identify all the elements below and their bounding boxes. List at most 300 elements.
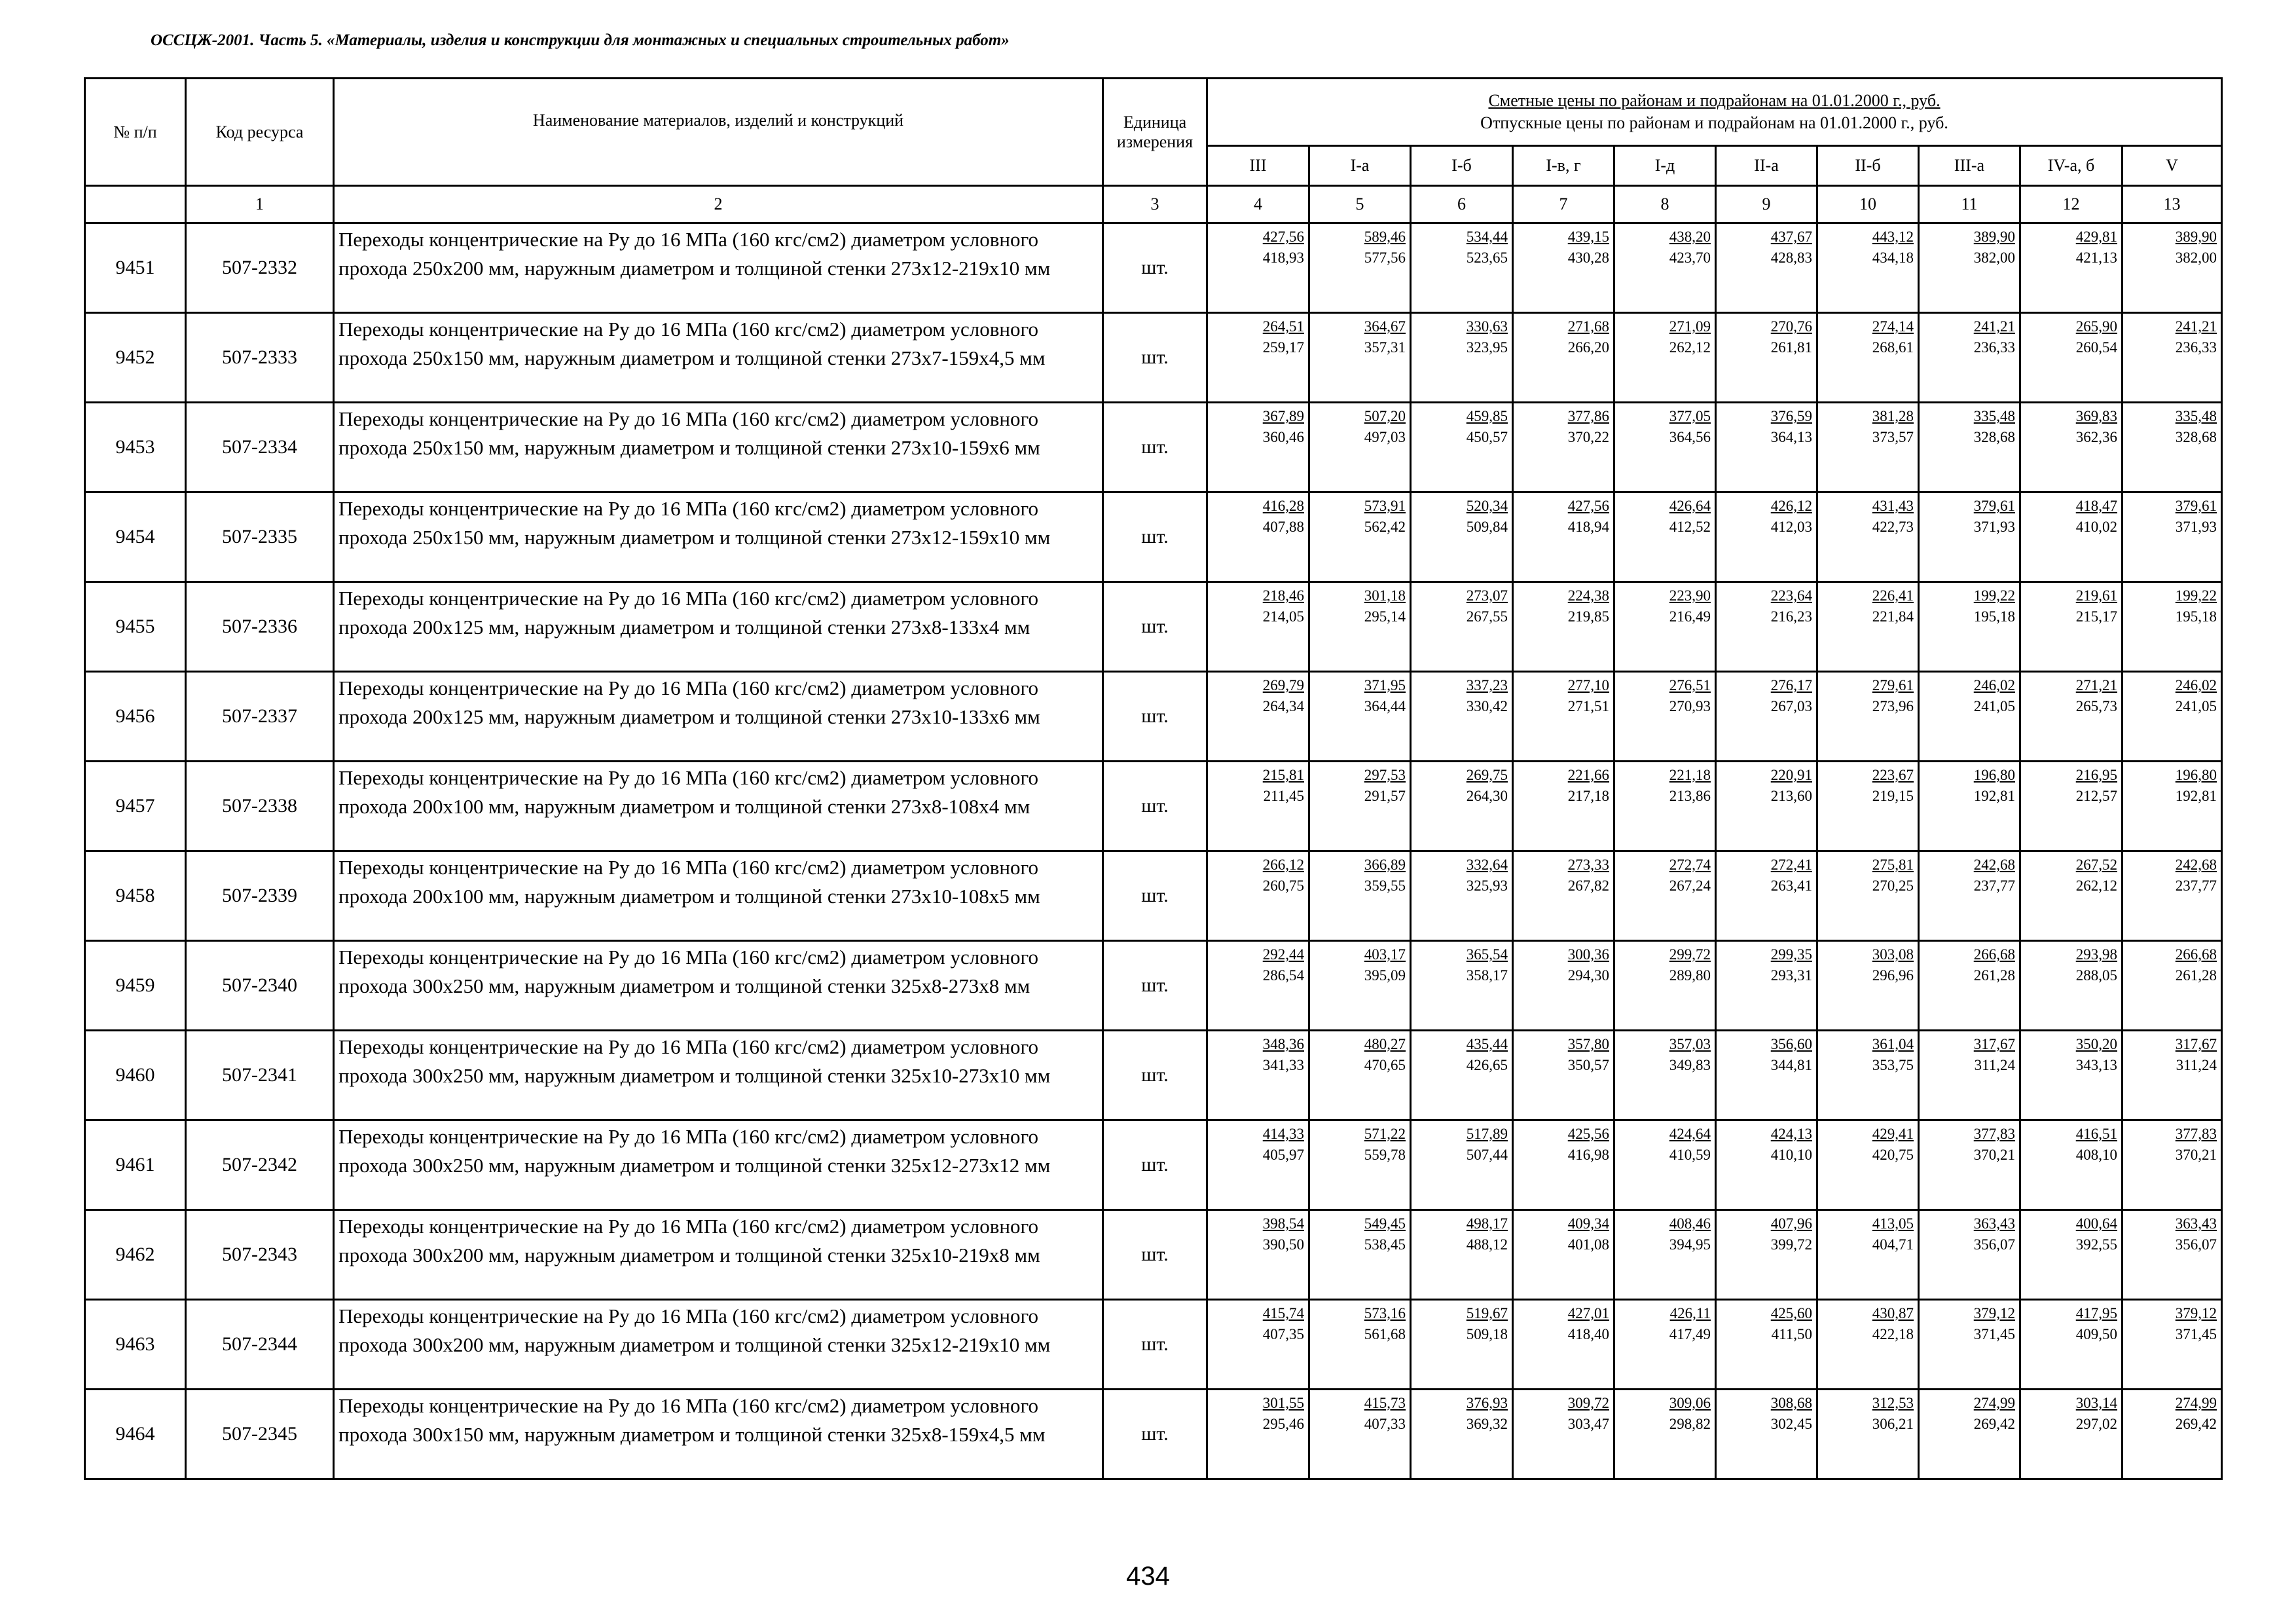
- estimate-price: 246,02: [1973, 677, 2015, 693]
- release-price: 262,12: [1669, 339, 1711, 356]
- price-cell: [1817, 1390, 1919, 1479]
- estimate-price: 215,81: [1262, 767, 1304, 783]
- estimate-price: 431,43: [1872, 498, 1914, 514]
- item-name: Переходы концентрические на Ру до 16 МПа (160 кгс/см2) диаметром условного прохода 200x100 мм, наружным диаметром и толщиной стенки 273x10-108x5 мм: [338, 856, 1040, 908]
- price-cell: [1716, 1031, 1817, 1120]
- price-cell: [1919, 1390, 2020, 1479]
- price-cell: [1614, 1120, 1716, 1210]
- release-price: 288,05: [2075, 967, 2117, 984]
- release-price: 417,49: [1669, 1326, 1711, 1342]
- price-cell: [1411, 941, 1513, 1031]
- row-number: 9457: [85, 762, 186, 851]
- estimate-price: 265,90: [2075, 318, 2117, 335]
- estimate-price: 274,99: [2175, 1395, 2217, 1411]
- estimate-price: 332,64: [1466, 857, 1508, 873]
- release-price: 330,42: [1466, 698, 1508, 714]
- release-price: 370,21: [2175, 1147, 2217, 1163]
- release-price: 219,15: [1872, 788, 1914, 804]
- col-header-name: Наименование материалов, изделий и конструкций: [334, 79, 1103, 186]
- release-price: 236,33: [1973, 339, 2015, 356]
- price-cell: [1716, 403, 1817, 492]
- release-price: 559,78: [1364, 1147, 1406, 1163]
- price-cell: [2020, 1120, 2123, 1210]
- estimate-price: 220,91: [1770, 767, 1812, 783]
- item-name-cell: [334, 762, 1103, 851]
- estimate-price: 376,59: [1770, 408, 1812, 424]
- estimate-price: 337,23: [1466, 677, 1508, 693]
- estimate-price: 357,80: [1567, 1036, 1609, 1052]
- release-price: 260,75: [1262, 877, 1304, 894]
- release-price: 211,45: [1263, 788, 1304, 804]
- estimate-price: 199,22: [1973, 587, 2015, 604]
- release-price: 470,65: [1364, 1057, 1406, 1073]
- price-cell: [1716, 223, 1817, 313]
- estimate-price: 335,48: [1973, 408, 2015, 424]
- price-cell: [1513, 851, 1614, 941]
- price-cell: [1309, 941, 1411, 1031]
- price-cell: [1919, 1120, 2020, 1210]
- estimate-price: 271,68: [1567, 318, 1609, 335]
- price-cell: [1614, 223, 1716, 313]
- estimate-price: 226,41: [1872, 587, 1914, 604]
- price-cell: [1309, 672, 1411, 762]
- price-cell: [1309, 492, 1411, 582]
- release-price: 356,07: [2175, 1236, 2217, 1253]
- price-cell: [1513, 941, 1614, 1031]
- release-price: 212,57: [2075, 788, 2117, 804]
- release-price: 411,50: [1771, 1326, 1812, 1342]
- row-number: 9451: [85, 223, 186, 313]
- release-price: 428,83: [1770, 249, 1812, 266]
- estimate-price: 293,98: [2075, 946, 2117, 963]
- release-price: 269,42: [2175, 1416, 2217, 1432]
- row-number: 9458: [85, 851, 186, 941]
- price-cell: [2020, 1031, 2123, 1120]
- table-row: [85, 1120, 2222, 1210]
- release-price: 270,93: [1669, 698, 1711, 714]
- price-cell: [1614, 492, 1716, 582]
- estimate-price: 426,64: [1669, 498, 1711, 514]
- table-row: [85, 492, 2222, 582]
- release-price: 409,50: [2075, 1326, 2117, 1342]
- item-name: Переходы концентрические на Ру до 16 МПа (160 кгс/см2) диаметром условного прохода 250x200 мм, наружным диаметром и толщиной стенки 273x12-219x10 мм: [338, 228, 1051, 280]
- unit: шт.: [1103, 762, 1207, 851]
- release-price: 362,36: [2075, 429, 2117, 445]
- release-price: 303,47: [1567, 1416, 1609, 1432]
- estimate-price: 242,68: [2175, 857, 2217, 873]
- price-cell: [1207, 851, 1309, 941]
- price-cell: [1309, 1390, 1411, 1479]
- estimate-price: 426,12: [1770, 498, 1812, 514]
- region-header: I-д: [1614, 146, 1716, 186]
- release-price: 221,84: [1872, 608, 1914, 625]
- row-number: 9463: [85, 1300, 186, 1390]
- estimate-price: 398,54: [1262, 1215, 1304, 1232]
- price-cell: [1411, 1031, 1513, 1120]
- estimate-price: 427,01: [1567, 1305, 1609, 1321]
- estimate-price: 199,22: [2175, 587, 2217, 604]
- release-price: 371,93: [2175, 519, 2217, 535]
- price-cell: [1716, 851, 1817, 941]
- unit: шт.: [1103, 941, 1207, 1031]
- region-header: IV-а, б: [2020, 146, 2123, 186]
- price-cell: [2020, 672, 2123, 762]
- release-price: 261,81: [1770, 339, 1812, 356]
- release-price: 216,49: [1669, 608, 1711, 625]
- unit: шт.: [1103, 672, 1207, 762]
- estimate-price: 196,80: [2175, 767, 2217, 783]
- table-row: [85, 403, 2222, 492]
- release-price: 488,12: [1466, 1236, 1508, 1253]
- item-name-cell: [334, 1300, 1103, 1390]
- release-price: 382,00: [2175, 249, 2217, 266]
- price-cell: [1614, 1031, 1716, 1120]
- price-cell: [1513, 1031, 1614, 1120]
- estimate-price: 369,83: [2075, 408, 2117, 424]
- release-price: 328,68: [2175, 429, 2217, 445]
- release-price: 268,61: [1872, 339, 1914, 356]
- release-price: 298,82: [1669, 1416, 1711, 1432]
- release-price: 577,56: [1364, 249, 1406, 266]
- release-price: 394,95: [1669, 1236, 1711, 1253]
- table-row: [85, 582, 2222, 672]
- estimate-price: 308,68: [1770, 1395, 1812, 1411]
- price-cell: [1513, 1300, 1614, 1390]
- resource-code: 507-2339: [186, 851, 334, 941]
- estimate-price: 317,67: [2175, 1036, 2217, 1052]
- estimate-price: 407,96: [1770, 1215, 1812, 1232]
- price-cell: [2020, 1210, 2123, 1300]
- estimate-price: 415,74: [1262, 1305, 1304, 1321]
- release-price: 273,96: [1872, 698, 1914, 714]
- estimate-price: 279,61: [1872, 677, 1914, 693]
- release-price: 264,30: [1466, 788, 1508, 804]
- unit: шт.: [1103, 1210, 1207, 1300]
- price-cell: [1919, 492, 2020, 582]
- estimate-price: 312,53: [1872, 1395, 1914, 1411]
- estimate-price: 416,51: [2075, 1126, 2117, 1142]
- column-number: 9: [1716, 186, 1817, 223]
- table-row: [85, 313, 2222, 403]
- estimate-price: 348,36: [1262, 1036, 1304, 1052]
- price-cell: [1716, 1300, 1817, 1390]
- item-name-cell: [334, 1390, 1103, 1479]
- price-cell: [1919, 1300, 2020, 1390]
- item-name-cell: [334, 1120, 1103, 1210]
- price-cell: [1207, 313, 1309, 403]
- price-cell: [1716, 1210, 1817, 1300]
- estimate-price: 299,35: [1770, 946, 1812, 963]
- release-price: 364,44: [1364, 698, 1406, 714]
- release-price: 294,30: [1567, 967, 1609, 984]
- price-cell: [2020, 851, 2123, 941]
- estimate-price: 274,99: [1973, 1395, 2015, 1411]
- estimate-price: 549,45: [1364, 1215, 1406, 1232]
- region-header: III: [1207, 146, 1309, 186]
- estimate-price: 272,74: [1669, 857, 1711, 873]
- estimate-price: 196,80: [1973, 767, 2015, 783]
- price-cell: [2123, 1120, 2222, 1210]
- estimate-price: 377,05: [1669, 408, 1711, 424]
- price-cell: [1817, 762, 1919, 851]
- resource-code: 507-2337: [186, 672, 334, 762]
- price-cell: [2020, 1390, 2123, 1479]
- item-name-cell: [334, 1031, 1103, 1120]
- price-cell: [1716, 762, 1817, 851]
- price-cell: [1817, 492, 1919, 582]
- price-cell: [1817, 1210, 1919, 1300]
- estimate-price: 273,07: [1466, 587, 1508, 604]
- estimate-price: 292,44: [1262, 946, 1304, 963]
- unit: шт.: [1103, 582, 1207, 672]
- row-number: 9461: [85, 1120, 186, 1210]
- release-price: 371,93: [1973, 519, 2015, 535]
- column-number: 8: [1614, 186, 1716, 223]
- estimate-price: 389,90: [2175, 229, 2217, 245]
- row-number: 9453: [85, 403, 186, 492]
- release-price: 420,75: [1872, 1147, 1914, 1163]
- release-price: 265,73: [2075, 698, 2117, 714]
- resource-code: 507-2344: [186, 1300, 334, 1390]
- estimate-price: 309,72: [1567, 1395, 1609, 1411]
- price-cell: [1919, 672, 2020, 762]
- estimate-price: 242,68: [1973, 857, 2015, 873]
- price-cell: [1207, 582, 1309, 672]
- estimate-price: 589,46: [1364, 229, 1406, 245]
- release-price: 410,02: [2075, 519, 2117, 535]
- release-price: 192,81: [1973, 788, 2015, 804]
- release-price: 370,21: [1973, 1147, 2015, 1163]
- estimate-price: 418,47: [2075, 498, 2117, 514]
- release-price: 195,18: [1973, 608, 2015, 625]
- release-price: 407,33: [1364, 1416, 1406, 1432]
- table-row: [85, 1300, 2222, 1390]
- row-number: 9456: [85, 672, 186, 762]
- column-number: 7: [1513, 186, 1614, 223]
- item-name-cell: [334, 851, 1103, 941]
- price-cell: [2123, 672, 2222, 762]
- estimate-price: 534,44: [1466, 229, 1508, 245]
- release-price: 216,23: [1770, 608, 1812, 625]
- region-header: V: [2123, 146, 2222, 186]
- estimate-price: 417,95: [2075, 1305, 2117, 1321]
- region-header: I-б: [1411, 146, 1513, 186]
- release-price: 286,54: [1262, 967, 1304, 984]
- estimate-price: 377,83: [2175, 1126, 2217, 1142]
- price-cell: [1207, 403, 1309, 492]
- row-number: 9460: [85, 1031, 186, 1120]
- release-price: 418,94: [1567, 519, 1609, 535]
- release-price: 236,33: [2175, 339, 2217, 356]
- price-cell: [1513, 1390, 1614, 1479]
- release-price: 323,95: [1466, 339, 1508, 356]
- price-cell: [1614, 672, 1716, 762]
- price-cell: [1614, 313, 1716, 403]
- price-cell: [1207, 1300, 1309, 1390]
- estimate-price: 377,83: [1973, 1126, 2015, 1142]
- price-cell: [1513, 403, 1614, 492]
- price-cell: [2123, 313, 2222, 403]
- estimate-price: 246,02: [2175, 677, 2217, 693]
- release-price: 291,57: [1364, 788, 1406, 804]
- release-price: 373,57: [1872, 429, 1914, 445]
- estimate-price: 408,46: [1669, 1215, 1711, 1232]
- price-cell: [1309, 313, 1411, 403]
- item-name: Переходы концентрические на Ру до 16 МПа (160 кгс/см2) диаметром условного прохода 300x250 мм, наружным диаметром и толщиной стенки 325x8-273x8 мм: [338, 946, 1038, 997]
- price-cell: [1919, 1210, 2020, 1300]
- estimate-price: 356,60: [1770, 1036, 1812, 1052]
- estimate-price: 409,34: [1567, 1215, 1609, 1232]
- estimate-price: 299,72: [1669, 946, 1711, 963]
- price-cell: [1207, 1120, 1309, 1210]
- unit: шт.: [1103, 851, 1207, 941]
- release-price: 267,03: [1770, 698, 1812, 714]
- price-cell: [1207, 1031, 1309, 1120]
- estimate-price: 218,46: [1262, 587, 1304, 604]
- estimate-price: 273,33: [1567, 857, 1609, 873]
- price-cell: [2123, 582, 2222, 672]
- estimate-price: 350,20: [2075, 1036, 2117, 1052]
- estimate-price: 376,93: [1466, 1395, 1508, 1411]
- release-price: 426,65: [1466, 1057, 1508, 1073]
- estimate-price: 425,60: [1770, 1305, 1812, 1321]
- release-price: 214,05: [1262, 608, 1304, 625]
- column-number: 13: [2123, 186, 2222, 223]
- release-price: 350,57: [1567, 1057, 1609, 1073]
- price-cell: [1411, 492, 1513, 582]
- estimate-price: 241,21: [1973, 318, 2015, 335]
- item-name: Переходы концентрические на Ру до 16 МПа (160 кгс/см2) диаметром условного прохода 250x150 мм, наружным диаметром и толщиной стенки 273x12-159x10 мм: [338, 497, 1051, 549]
- release-price: 297,02: [2075, 1416, 2117, 1432]
- col-header-num: № п/п: [85, 79, 186, 186]
- price-cell: [2020, 492, 2123, 582]
- price-cell: [2020, 582, 2123, 672]
- release-price: 293,31: [1770, 967, 1812, 984]
- release-price: 357,31: [1364, 339, 1406, 356]
- estimate-price: 364,67: [1364, 318, 1406, 335]
- price-cell: [2123, 1031, 2222, 1120]
- price-cell: [2123, 492, 2222, 582]
- release-price: 562,42: [1364, 519, 1406, 535]
- estimate-price: 424,64: [1669, 1126, 1711, 1142]
- release-price: 523,65: [1466, 249, 1508, 266]
- table-row: [85, 1031, 2222, 1120]
- column-number: 3: [1103, 186, 1207, 223]
- release-price: 259,17: [1262, 339, 1304, 356]
- item-name: Переходы концентрические на Ру до 16 МПа (160 кгс/см2) диаметром условного прохода 250x150 мм, наружным диаметром и толщиной стенки 273x10-159x6 мм: [338, 407, 1040, 459]
- release-price: 392,55: [2075, 1236, 2117, 1253]
- table-row: [85, 672, 2222, 762]
- price-cell: [1817, 941, 1919, 1031]
- price-cell: [1919, 851, 2020, 941]
- column-number: 12: [2020, 186, 2123, 223]
- item-name: Переходы концентрические на Ру до 16 МПа (160 кгс/см2) диаметром условного прохода 250x150 мм, наружным диаметром и толщиной стенки 273x7-159x4,5 мм: [338, 318, 1046, 369]
- release-price: 421,13: [2075, 249, 2117, 266]
- price-cell: [1411, 313, 1513, 403]
- region-header: II-а: [1716, 146, 1817, 186]
- estimate-price: 264,51: [1262, 318, 1304, 335]
- estimate-price: 335,48: [2175, 408, 2217, 424]
- price-table: [84, 77, 2223, 1480]
- estimate-price: 507,20: [1364, 408, 1406, 424]
- price-cell: [1207, 1390, 1309, 1479]
- price-cell: [1309, 1120, 1411, 1210]
- estimate-price: 271,21: [2075, 677, 2117, 693]
- release-price: 401,08: [1567, 1236, 1609, 1253]
- release-price: 507,44: [1466, 1147, 1508, 1163]
- price-cell: [2123, 762, 2222, 851]
- estimate-price: 435,44: [1466, 1036, 1508, 1052]
- prices-release-label: Отпускные цены по районам и подрайонам на 01.01.2000 г., руб.: [1480, 113, 1948, 132]
- release-price: 213,60: [1770, 788, 1812, 804]
- item-name-cell: [334, 492, 1103, 582]
- release-price: 418,93: [1262, 249, 1304, 266]
- estimate-price: 459,85: [1466, 408, 1508, 424]
- resource-code: 507-2336: [186, 582, 334, 672]
- estimate-price: 367,89: [1262, 408, 1304, 424]
- release-price: 344,81: [1770, 1057, 1812, 1073]
- estimate-price: 413,05: [1872, 1215, 1914, 1232]
- estimate-price: 517,89: [1466, 1126, 1508, 1142]
- estimate-price: 223,64: [1770, 587, 1812, 604]
- item-name-cell: [334, 582, 1103, 672]
- document-title: ОССЦЖ-2001. Часть 5. «Материалы, изделия и конструкции для монтажных и специальных строительных работ»: [151, 31, 1010, 49]
- price-cell: [1207, 492, 1309, 582]
- release-price: 360,46: [1262, 429, 1304, 445]
- estimate-price: 573,16: [1364, 1305, 1406, 1321]
- price-cell: [1513, 1210, 1614, 1300]
- page-number: 434: [1126, 1562, 1170, 1591]
- estimate-price: 377,86: [1567, 408, 1609, 424]
- release-price: 341,33: [1262, 1057, 1304, 1073]
- estimate-price: 301,18: [1364, 587, 1406, 604]
- price-cell: [1919, 313, 2020, 403]
- price-cell: [1716, 313, 1817, 403]
- release-price: 422,18: [1872, 1326, 1914, 1342]
- price-cell: [1411, 672, 1513, 762]
- price-cell: [1513, 1120, 1614, 1210]
- estimate-price: 266,68: [2175, 946, 2217, 963]
- estimate-price: 357,03: [1669, 1036, 1711, 1052]
- column-number: 5: [1309, 186, 1411, 223]
- price-cell: [1817, 1031, 1919, 1120]
- release-price: 270,25: [1872, 877, 1914, 894]
- price-cell: [1614, 762, 1716, 851]
- price-cell: [1817, 672, 1919, 762]
- estimate-price: 519,67: [1466, 1305, 1508, 1321]
- estimate-price: 219,61: [2075, 587, 2117, 604]
- unit: шт.: [1103, 1300, 1207, 1390]
- price-cell: [1716, 941, 1817, 1031]
- row-number: 9454: [85, 492, 186, 582]
- release-price: 237,77: [1973, 877, 2015, 894]
- price-cell: [2020, 403, 2123, 492]
- estimate-price: 269,75: [1466, 767, 1508, 783]
- release-price: 267,82: [1567, 877, 1609, 894]
- table-row: [85, 1390, 2222, 1479]
- price-cell: [1716, 1120, 1817, 1210]
- release-price: 192,81: [2175, 788, 2217, 804]
- unit: шт.: [1103, 1031, 1207, 1120]
- estimate-price: 520,34: [1466, 498, 1508, 514]
- estimate-price: 403,17: [1364, 946, 1406, 963]
- estimate-price: 498,17: [1466, 1215, 1508, 1232]
- price-cell: [1716, 492, 1817, 582]
- price-cell: [1207, 1210, 1309, 1300]
- unit: шт.: [1103, 403, 1207, 492]
- price-cell: [1411, 1210, 1513, 1300]
- price-cell: [1817, 313, 1919, 403]
